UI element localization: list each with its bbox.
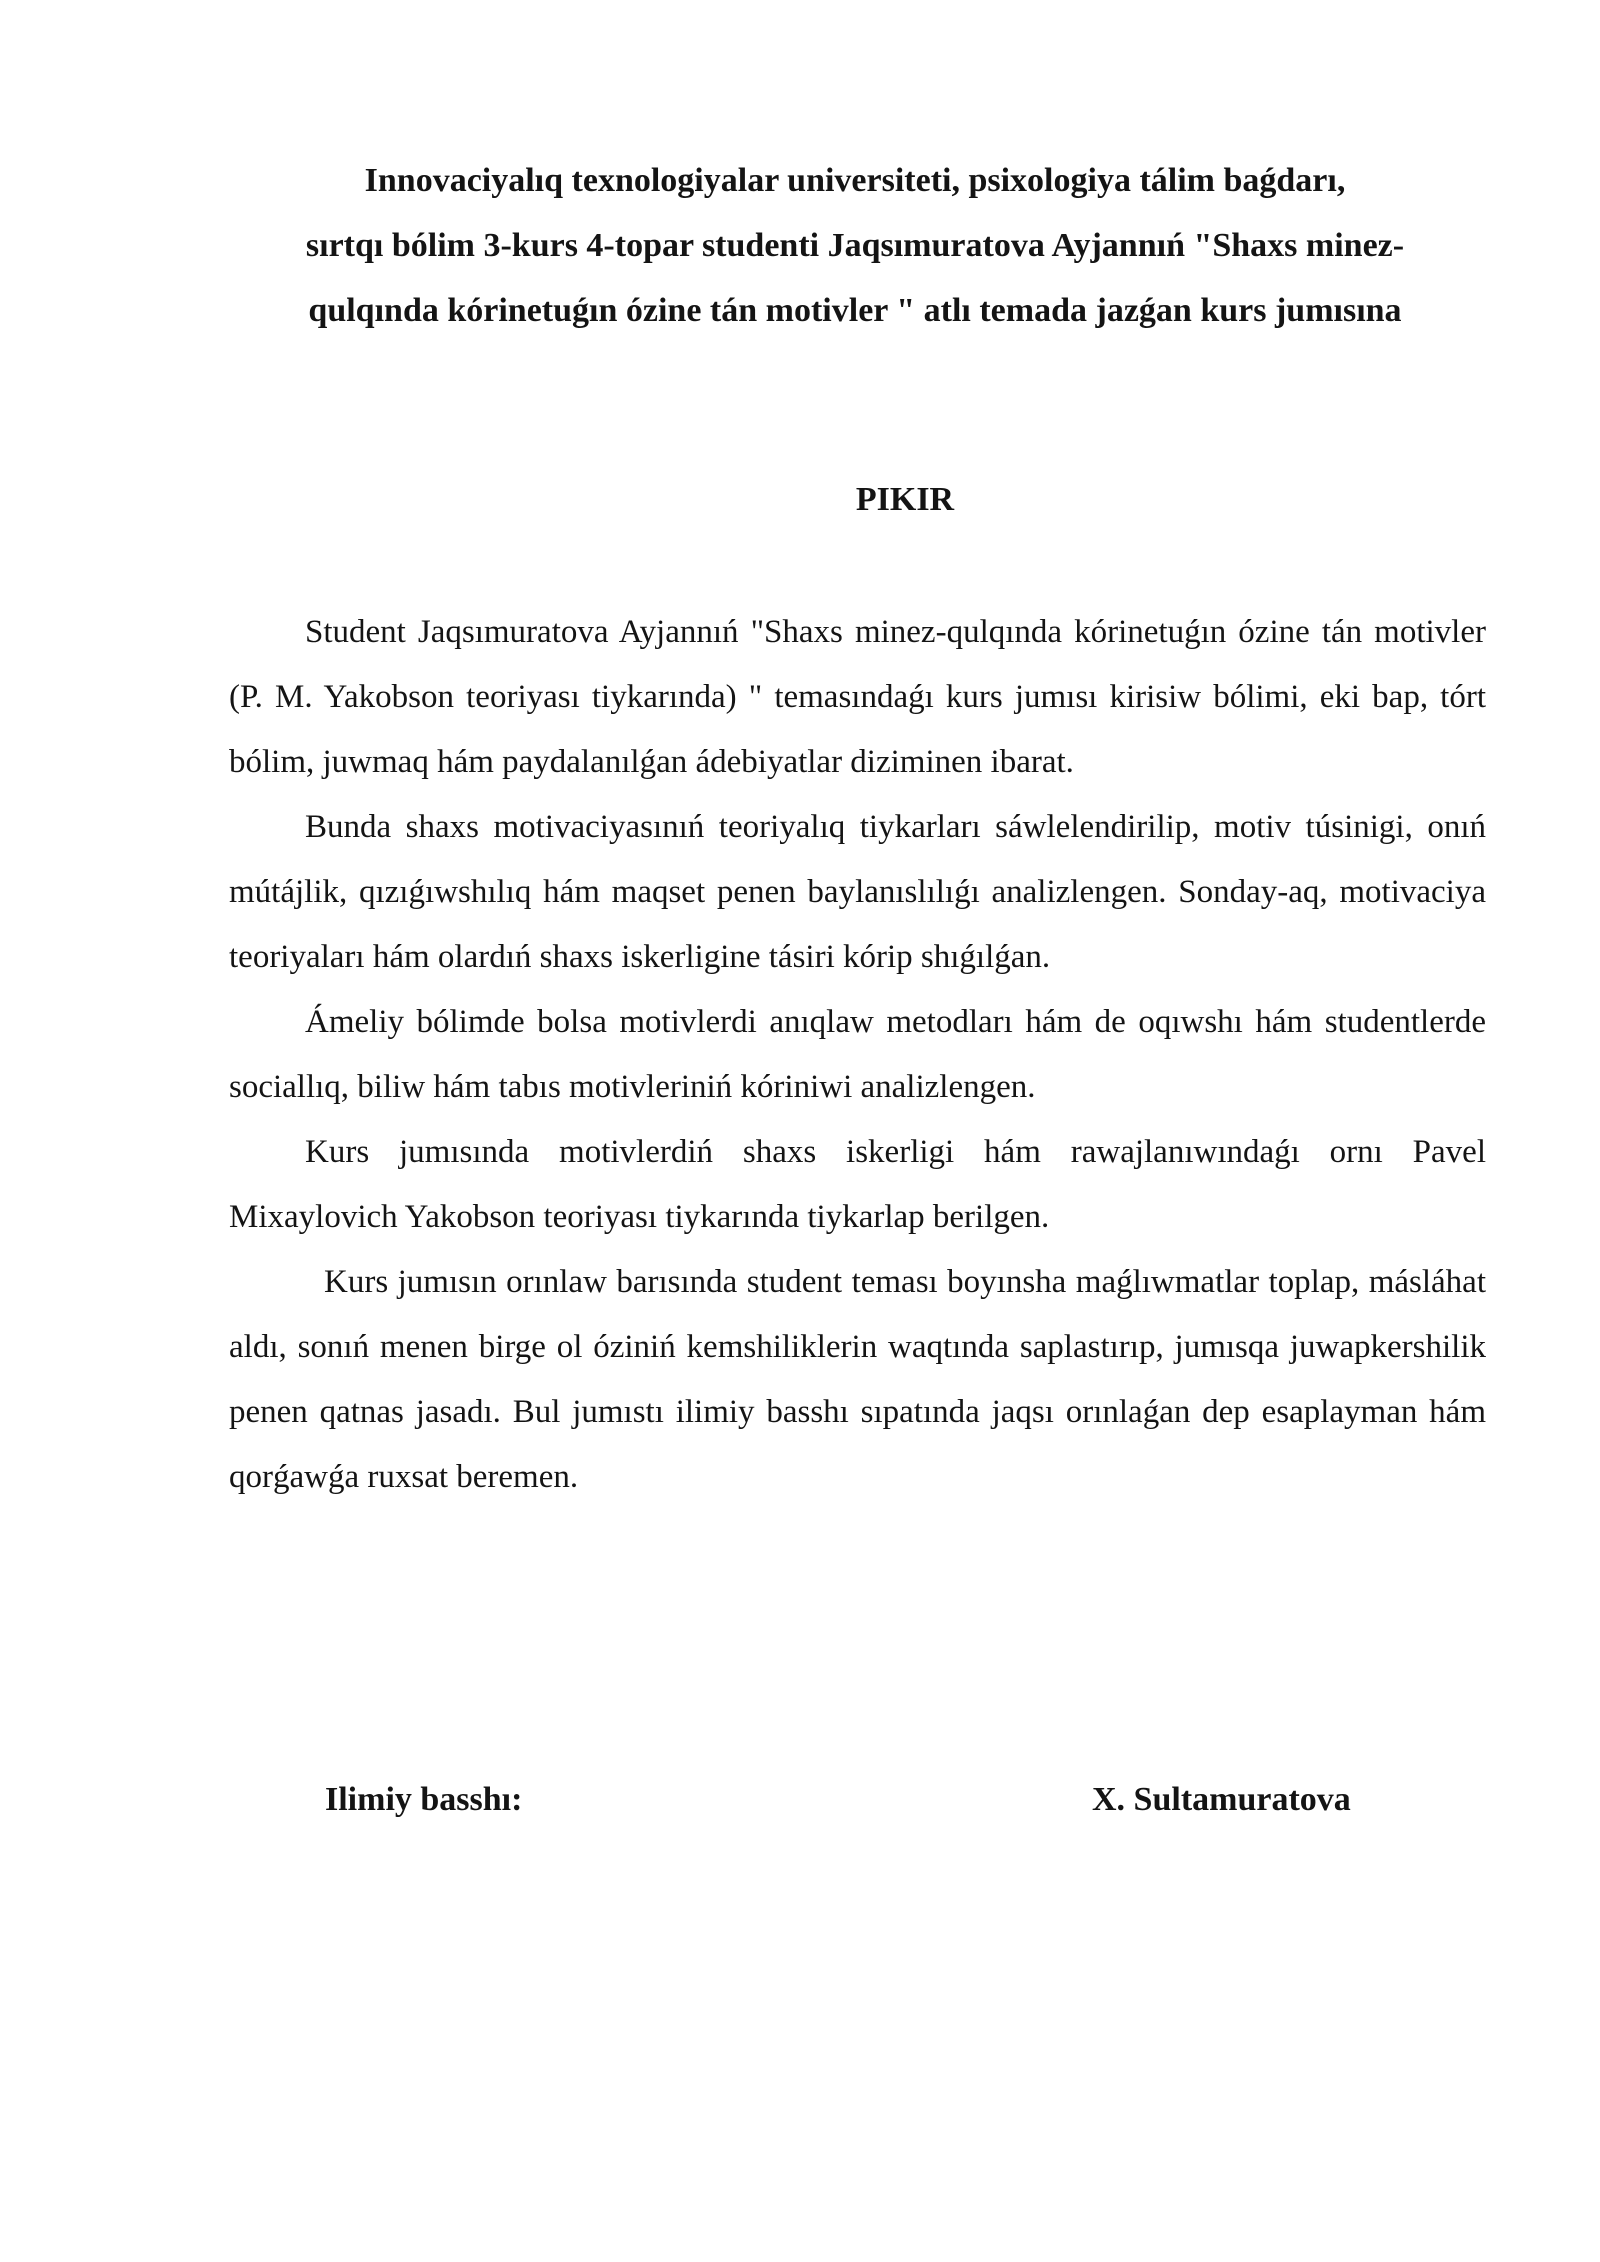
heading-line-2: sırtqı bólim 3-kurs 4-topar studenti Jaqsımuratova Ayjannıń "Shaxs minez- [305,227,1405,264]
document-body [229,600,1486,1510]
heading-line-3: qulqında kórinetuǵın ózine tán motivler " atlı temada jazǵan kurs jumısına [308,292,1402,329]
paragraph-4: Kurs jumısında motivlerdiń shaxs iskerligi hám rawajlanıwındaǵı ornı Pavel Mixaylovich Yakobson teoriyası tiykarında tiykarlap berilgen. [229,1134,1486,1235]
paragraph-3: Ámeliy bólimde bolsa motivlerdi anıqlaw metodları hám de oqıwshı hám studentlerde sociallıq, biliw hám tabıs motivleriniń kóriniwi analizlengen. [229,1004,1486,1105]
paragraph-5: Kurs jumısın orınlaw barısında student teması boyınsha maǵlıwmatlar toplap, másláhat aldı, sonıń menen birge ol óziniń kemshiliklerin waqtında saplastırıp, jumısqa juwapkershilik penen qatnas jasadı. Bul jumıstı ilimiy basshı sıpatında jaqsı orınlaǵan dep esaplayman hám qorǵawǵa ruxsat beremen. [229,1264,1486,1495]
document-heading [235,148,1475,343]
signature-name: X. Sultamuratova [1092,1781,1351,1818]
signature-role-label: Ilimiy basshı: [325,1781,523,1818]
paragraph-2: Bunda shaxs motivaciyasınıń teoriyalıq tiykarları sáwlelendirilip, motiv túsinigi, onıń mútájlik, qızıǵıwshılıq hám maqset penen baylanıslılıǵı analizlengen. Sonday-aq, motivaciya teoriyaları hám olardıń shaxs iskerligine tásiri kórip shıǵılǵan. [229,809,1486,975]
document-title: PIKIR [855,481,955,518]
heading-line-1: Innovaciyalıq texnologiyalar universiteti, psixologiya tálim baǵdarı, [364,162,1346,199]
paragraph-1: Student Jaqsımuratova Ayjannıń "Shaxs minez-qulqında kórinetuǵın ózine tán motivler (P. M. Yakobson teoriyası tiykarında) " temasındaǵı kurs jumısı kirisiw bólimi, eki bap, tórt bólim, juwmaq hám paydalanılǵan ádebiyatlar diziminen ibarat. [229,614,1486,780]
